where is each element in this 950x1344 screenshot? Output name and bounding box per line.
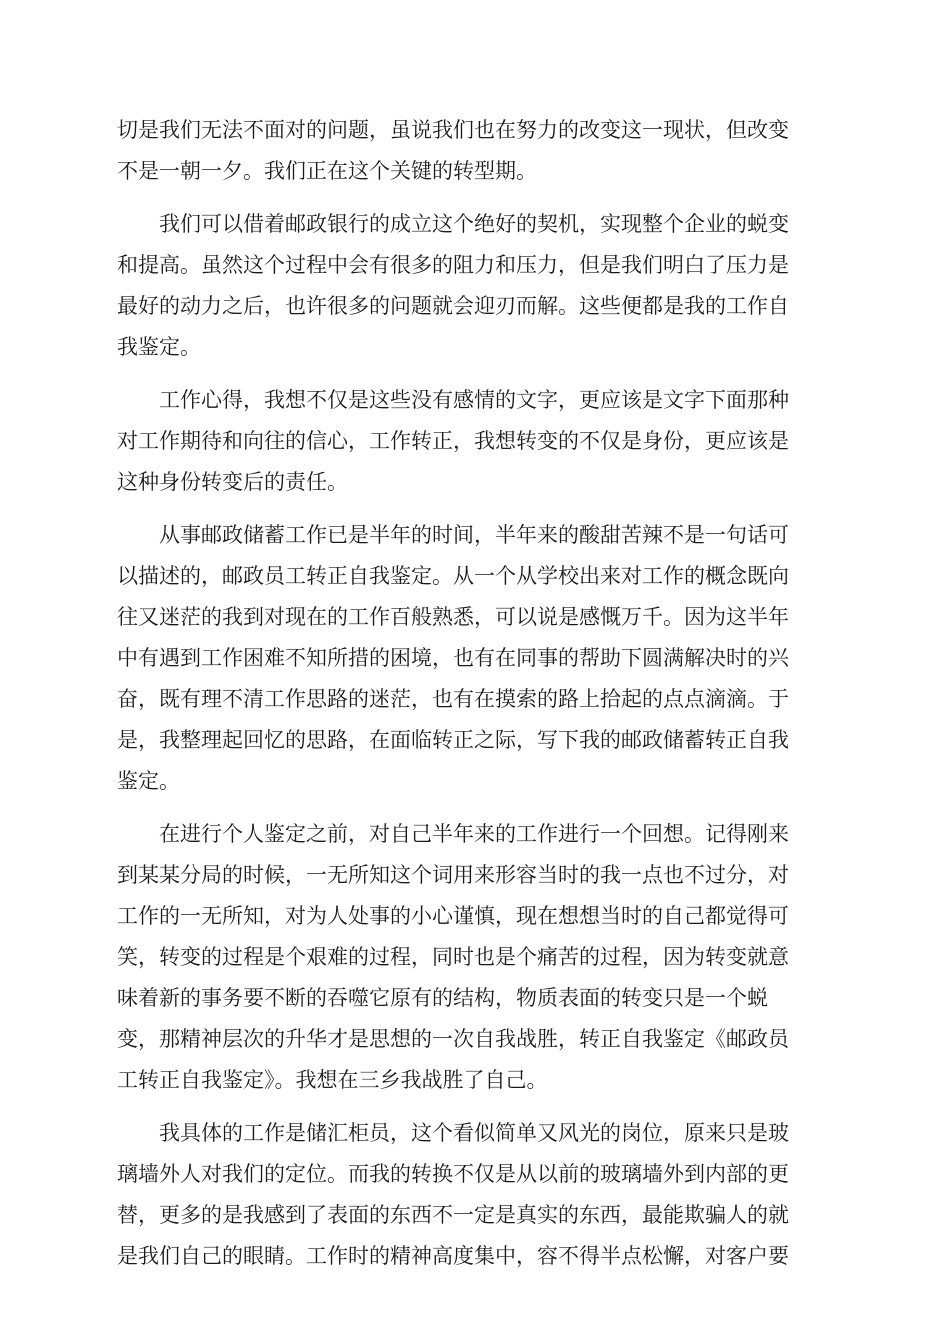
text-line: 和提高。虽然这个过程中会有很多的阻力和压力，但是我们明白了压力是 <box>117 253 789 277</box>
text-line: 这种身份转变后的责任。 <box>117 470 348 494</box>
text-line: 是，我整理起回忆的思路，在面临转正之际，写下我的邮政储蓄转正自我 <box>117 728 789 752</box>
text-line: 不是一朝一夕。我们正在这个关键的转型期。 <box>117 159 537 183</box>
text-line: 工转正自我鉴定》。我想在三乡我战胜了自己。 <box>117 1068 548 1092</box>
text-line: 变，那精神层次的升华才是思想的一次自我战胜，转正自我鉴定《邮政员 <box>117 1027 789 1051</box>
document-body <box>117 110 833 1289</box>
text-line: 中有遇到工作困难不知所措的困境，也有在同事的帮助下圆满解决时的兴 <box>117 646 789 670</box>
text-line: 是我们自己的眼睛。工作时的精神高度集中，容不得半点松懈，对客户要 <box>117 1244 789 1268</box>
text-line: 对工作期待和向往的信心，工作转正，我想转变的不仅是身份，更应该是 <box>117 429 789 453</box>
text-line: 鉴定。 <box>117 769 180 793</box>
text-line: 我们可以借着邮政银行的成立这个绝好的契机，实现整个企业的蜕变 <box>159 212 789 236</box>
paragraph <box>117 204 833 368</box>
paragraph <box>117 515 833 802</box>
text-line: 以描述的，邮政员工转正自我鉴定。从一个从学校出来对工作的概念既向 <box>117 564 789 588</box>
text-line: 奋，既有理不清工作思路的迷茫，也有在摸索的路上拾起的点点滴滴。于 <box>117 687 789 711</box>
text-line: 切是我们无法不面对的问题，虽说我们也在努力的改变这一现状，但改变 <box>117 118 789 142</box>
paragraph <box>117 1113 833 1277</box>
text-line: 笑，转变的过程是个艰难的过程，同时也是个痛苦的过程，因为转变就意 <box>117 945 789 969</box>
text-line: 往又迷茫的我到对现在的工作百般熟悉，可以说是感慨万千。因为这半年 <box>117 605 789 629</box>
text-line: 从事邮政储蓄工作已是半年的时间，半年来的酸甜苦辣不是一句话可 <box>159 523 789 547</box>
paragraph <box>117 110 833 192</box>
text-line: 最好的动力之后，也许很多的问题就会迎刃而解。这些便都是我的工作自 <box>117 294 789 318</box>
text-line: 到某某分局的时候，一无所知这个词用来形容当时的我一点也不过分，对 <box>117 863 789 887</box>
text-line: 工作心得，我想不仅是这些没有感情的文字，更应该是文字下面那种 <box>159 388 789 412</box>
text-line: 在进行个人鉴定之前，对自己半年来的工作进行一个回想。记得刚来 <box>159 822 789 846</box>
text-line: 我具体的工作是储汇柜员，这个看似简单又风光的岗位，原来只是玻 <box>159 1121 789 1145</box>
paragraph <box>117 814 833 1101</box>
text-line: 味着新的事务要不断的吞噬它原有的结构，物质表面的转变只是一个蜕 <box>117 986 768 1010</box>
text-line: 工作的一无所知，对为人处事的小心谨慎，现在想想当时的自己都觉得可 <box>117 904 789 928</box>
text-line: 替，更多的是我感到了表面的东西不一定是真实的东西，最能欺骗人的就 <box>117 1203 789 1227</box>
paragraph <box>117 380 833 503</box>
text-line: 璃墙外人对我们的定位。而我的转换不仅是从以前的玻璃墙外到内部的更 <box>117 1162 789 1186</box>
text-line: 我鉴定。 <box>117 335 201 359</box>
